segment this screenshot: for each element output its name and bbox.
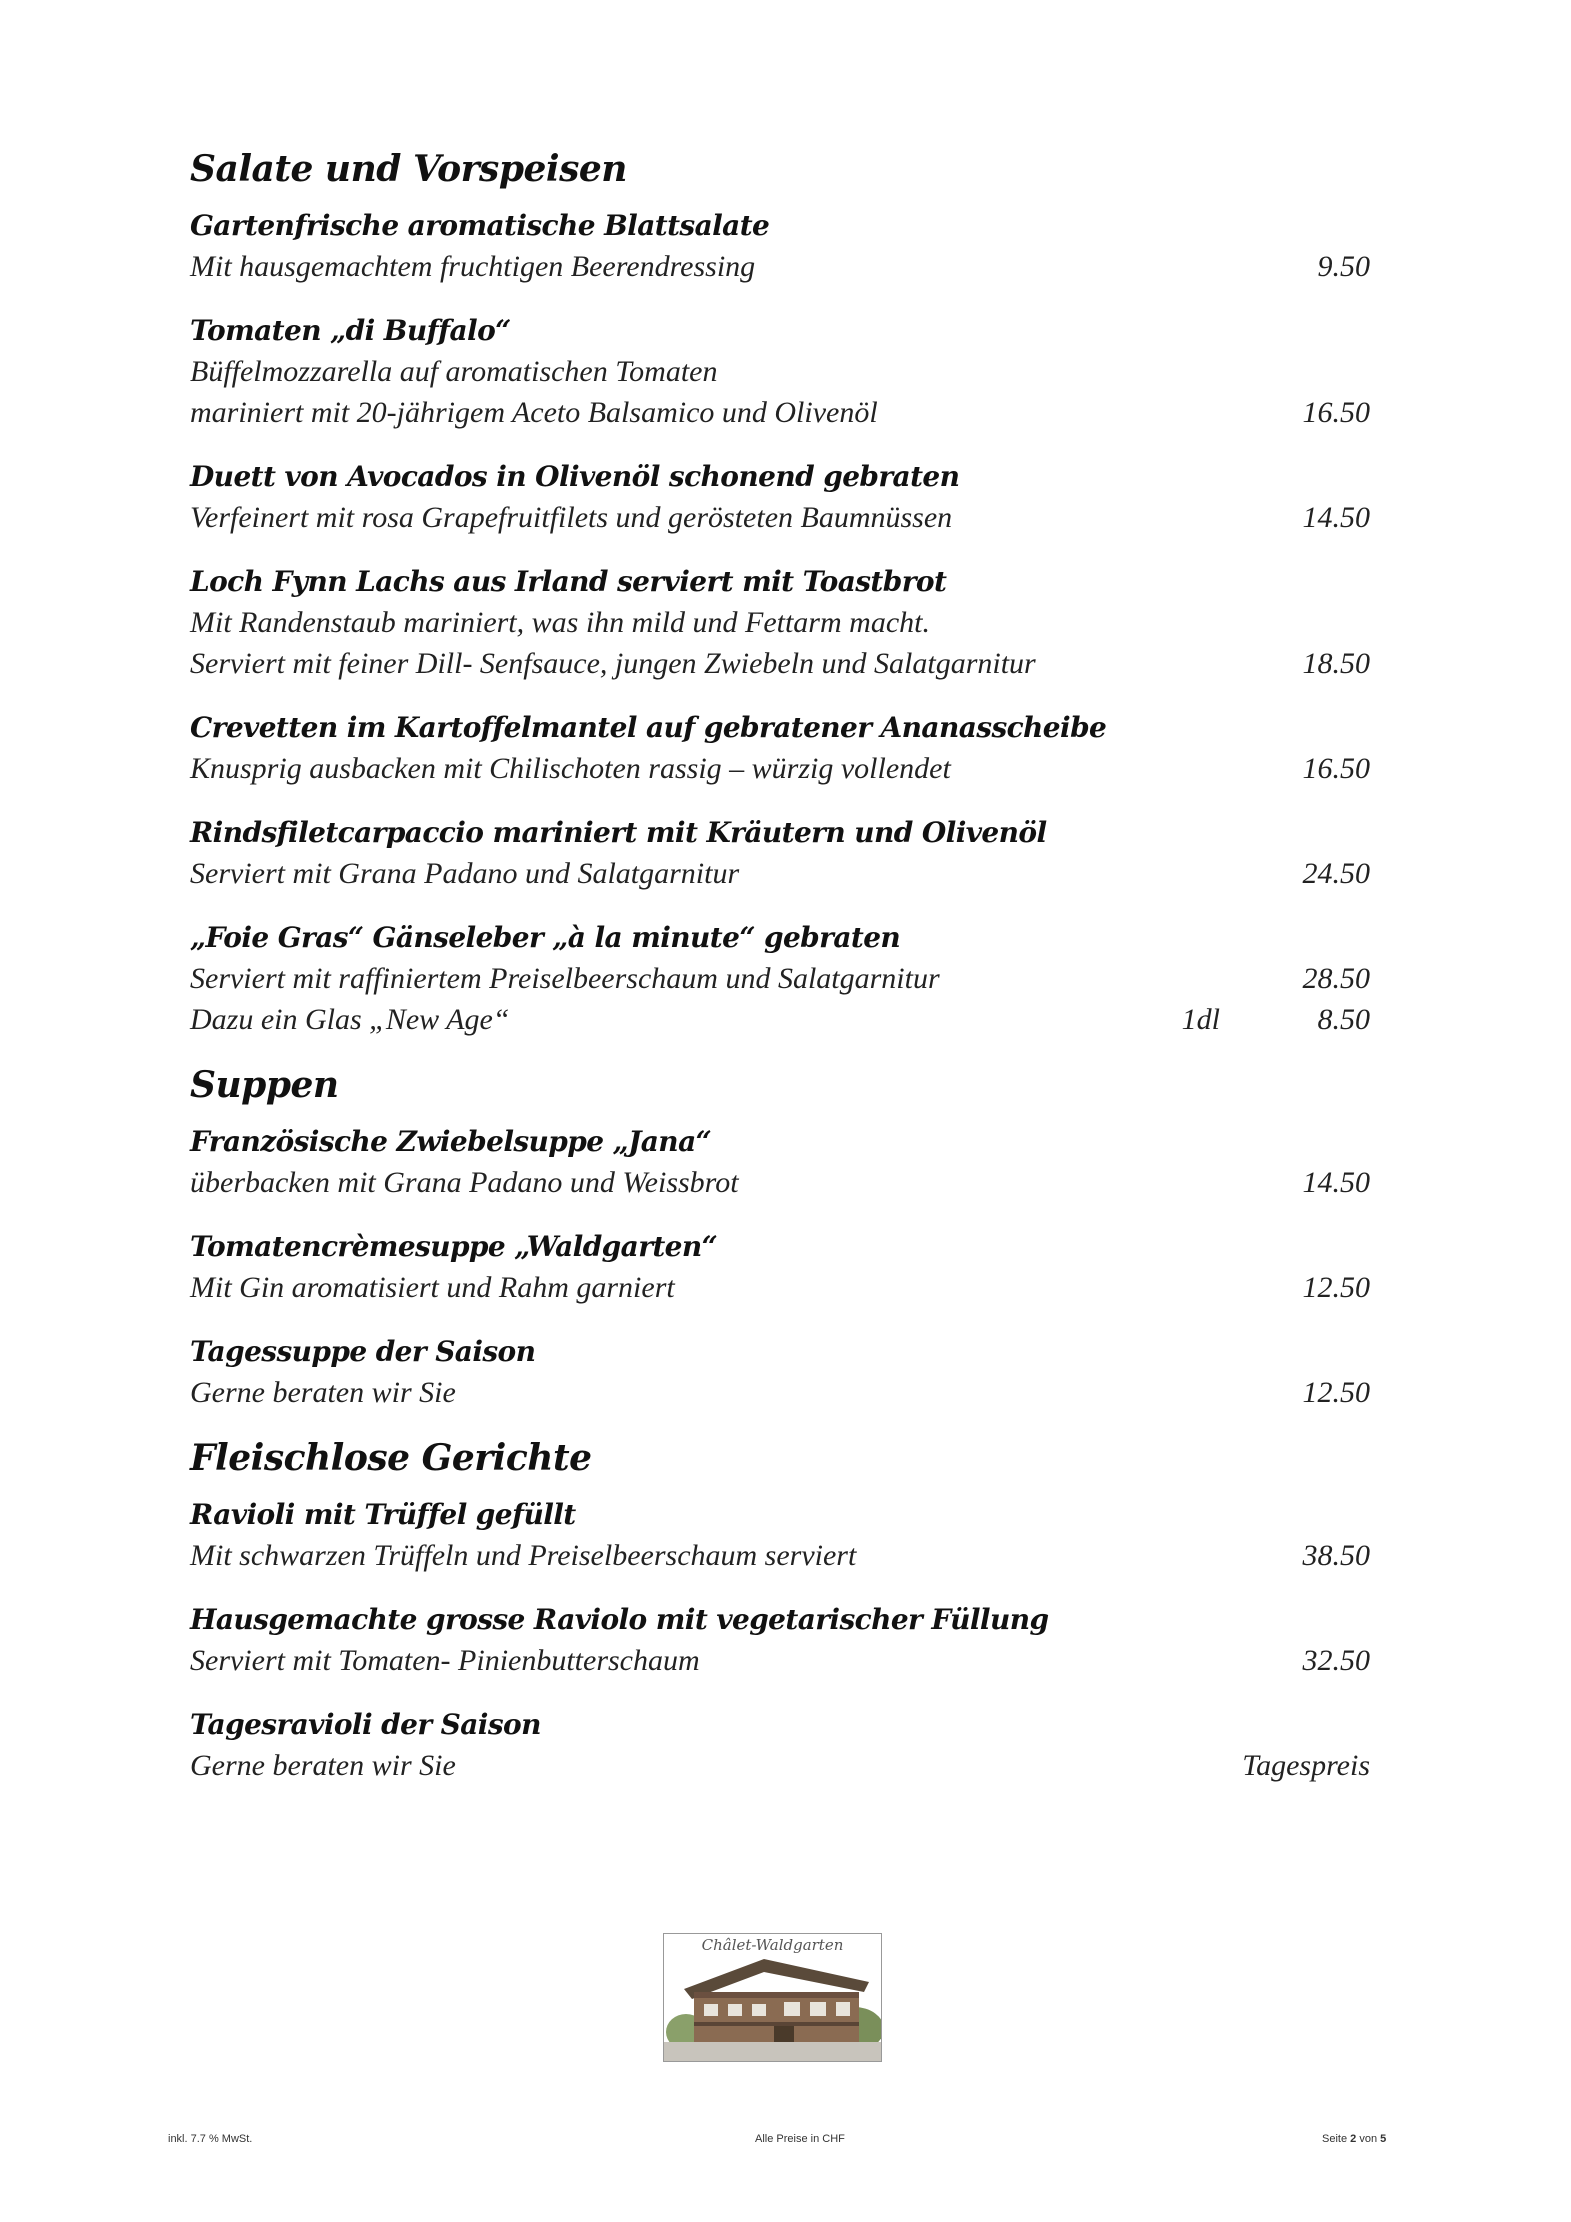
page-total: 5 — [1380, 2133, 1387, 2145]
item-description: Mit Gin aromatisiert und Rahm garniert — [190, 1271, 675, 1304]
item-title: Duett von Avocados in Olivenöl schonend gebraten — [190, 460, 960, 493]
item-description-line — [190, 497, 1370, 538]
menu-section — [190, 1064, 1370, 1413]
item-description: Serviert mit Tomaten- Pinienbutterschaum — [190, 1644, 700, 1677]
item-price: 28.50 — [1302, 962, 1370, 995]
item-description-line — [190, 1745, 1370, 1786]
item-title: Hausgemachte grosse Raviolo mit vegetarischer Füllung — [190, 1603, 1049, 1636]
item-price: Tagespreis — [1242, 1749, 1370, 1782]
item-description: überbacken mit Grana Padano und Weissbrot — [190, 1166, 739, 1199]
section-title: Fleischlose Gerichte — [190, 1437, 592, 1479]
menu-item — [190, 1122, 1370, 1203]
page-sep: von — [1359, 2133, 1378, 2145]
menu-item — [190, 311, 1370, 433]
menu-item — [190, 708, 1370, 789]
item-price: 38.50 — [1302, 1539, 1370, 1572]
page-prefix: Seite — [1322, 2133, 1348, 2145]
item-description: Dazu ein Glas „New Age“ — [190, 1003, 510, 1036]
item-price: 16.50 — [1302, 752, 1370, 785]
item-description: Gerne beraten wir Sie — [190, 1376, 456, 1409]
item-price: 14.50 — [1302, 501, 1370, 534]
menu-section — [190, 1437, 1370, 1786]
menu-item — [190, 1227, 1370, 1308]
item-description-line — [190, 1640, 1370, 1681]
item-title: Tagesravioli der Saison — [190, 1708, 541, 1741]
item-title: Tagessuppe der Saison — [190, 1335, 536, 1368]
menu-item — [190, 206, 1370, 287]
item-description: Mit Randenstaub mariniert, was ihn mild und Fettarm macht. — [190, 606, 930, 639]
item-description-line — [190, 1372, 1370, 1413]
section-title: Suppen — [190, 1064, 339, 1106]
logo-text: Châlet-Waldgarten — [701, 1936, 844, 1954]
item-title: Tomaten „di Buffalo“ — [190, 314, 511, 347]
item-price: 16.50 — [1302, 396, 1370, 429]
item-description: Verfeinert mit rosa Grapefruitfilets und gerösteten Baumnüssen — [190, 501, 953, 534]
item-price: 32.50 — [1302, 1644, 1370, 1677]
item-description: Knusprig ausbacken mit Chilischoten rassig – würzig vollendet — [190, 752, 951, 785]
footer-vat: inkl. 7.7 % MwSt. — [168, 2133, 253, 2145]
item-description-line — [190, 392, 1370, 433]
item-description: Mit hausgemachtem fruchtigen Beerendressing — [190, 250, 756, 283]
item-description-line — [190, 602, 1370, 643]
item-description-line — [190, 748, 1370, 789]
restaurant-logo — [663, 1933, 882, 2062]
item-title: Rindsfiletcarpaccio mariniert mit Kräutern und Olivenöl — [190, 816, 1047, 849]
item-quantity: 1dl — [1181, 1003, 1220, 1036]
menu-item — [190, 457, 1370, 538]
item-title: Tomatencrèmesuppe „Waldgarten“ — [190, 1230, 718, 1263]
item-description-line — [190, 246, 1370, 287]
menu-item — [190, 918, 1370, 1040]
item-description-line — [190, 1267, 1370, 1308]
section-title: Salate und Vorspeisen — [190, 148, 627, 190]
item-title: „Foie Gras“ Gänseleber „à la minute“ gebraten — [190, 921, 901, 954]
item-price: 12.50 — [1302, 1271, 1370, 1304]
item-description-line — [190, 1535, 1370, 1576]
item-description: Mit schwarzen Trüffeln und Preiselbeerschaum serviert — [190, 1539, 857, 1572]
item-title: Gartenfrische aromatische Blattsalate — [190, 209, 770, 242]
item-description-line — [190, 351, 1370, 392]
item-price: 24.50 — [1302, 857, 1370, 890]
item-description: Serviert mit feiner Dill- Senfsauce, jungen Zwiebeln und Salatgarnitur — [190, 647, 1036, 680]
item-description-line — [190, 999, 1370, 1040]
item-price: 12.50 — [1302, 1376, 1370, 1409]
item-description-line — [190, 643, 1370, 684]
menu-item — [190, 562, 1370, 684]
item-price: 18.50 — [1302, 647, 1370, 680]
menu-item — [190, 1600, 1370, 1681]
item-description-line — [190, 853, 1370, 894]
page-current: 2 — [1350, 2133, 1357, 2145]
menu-item — [190, 1705, 1370, 1786]
menu-item — [190, 1495, 1370, 1576]
item-price: 14.50 — [1302, 1166, 1370, 1199]
menu-content — [190, 148, 1370, 1810]
menu-item — [190, 1332, 1370, 1413]
menu-section — [190, 148, 1370, 1040]
footer-currency: Alle Preise in CHF — [755, 2133, 845, 2145]
item-description: Gerne beraten wir Sie — [190, 1749, 456, 1782]
item-description: Büffelmozzarella auf aromatischen Tomaten — [190, 355, 718, 388]
item-title: Französische Zwiebelsuppe „Jana“ — [190, 1125, 712, 1158]
item-price: 9.50 — [1317, 250, 1370, 283]
item-description: Serviert mit Grana Padano und Salatgarnitur — [190, 857, 740, 890]
menu-item — [190, 813, 1370, 894]
item-description-line — [190, 958, 1370, 999]
item-description: Serviert mit raffiniertem Preiselbeerschaum und Salatgarnitur — [190, 962, 940, 995]
item-price: 8.50 — [1317, 1003, 1370, 1036]
item-description-line — [190, 1162, 1370, 1203]
footer-page-number — [1322, 2133, 1386, 2145]
item-title: Loch Fynn Lachs aus Irland serviert mit Toastbrot — [190, 565, 947, 598]
item-title: Ravioli mit Trüffel gefüllt — [190, 1498, 576, 1531]
item-title: Crevetten im Kartoffelmantel auf gebratener Ananasscheibe — [190, 711, 1107, 744]
item-description: mariniert mit 20-jährigem Aceto Balsamico und Olivenöl — [190, 396, 878, 429]
chalet-house-icon — [664, 1934, 881, 2061]
